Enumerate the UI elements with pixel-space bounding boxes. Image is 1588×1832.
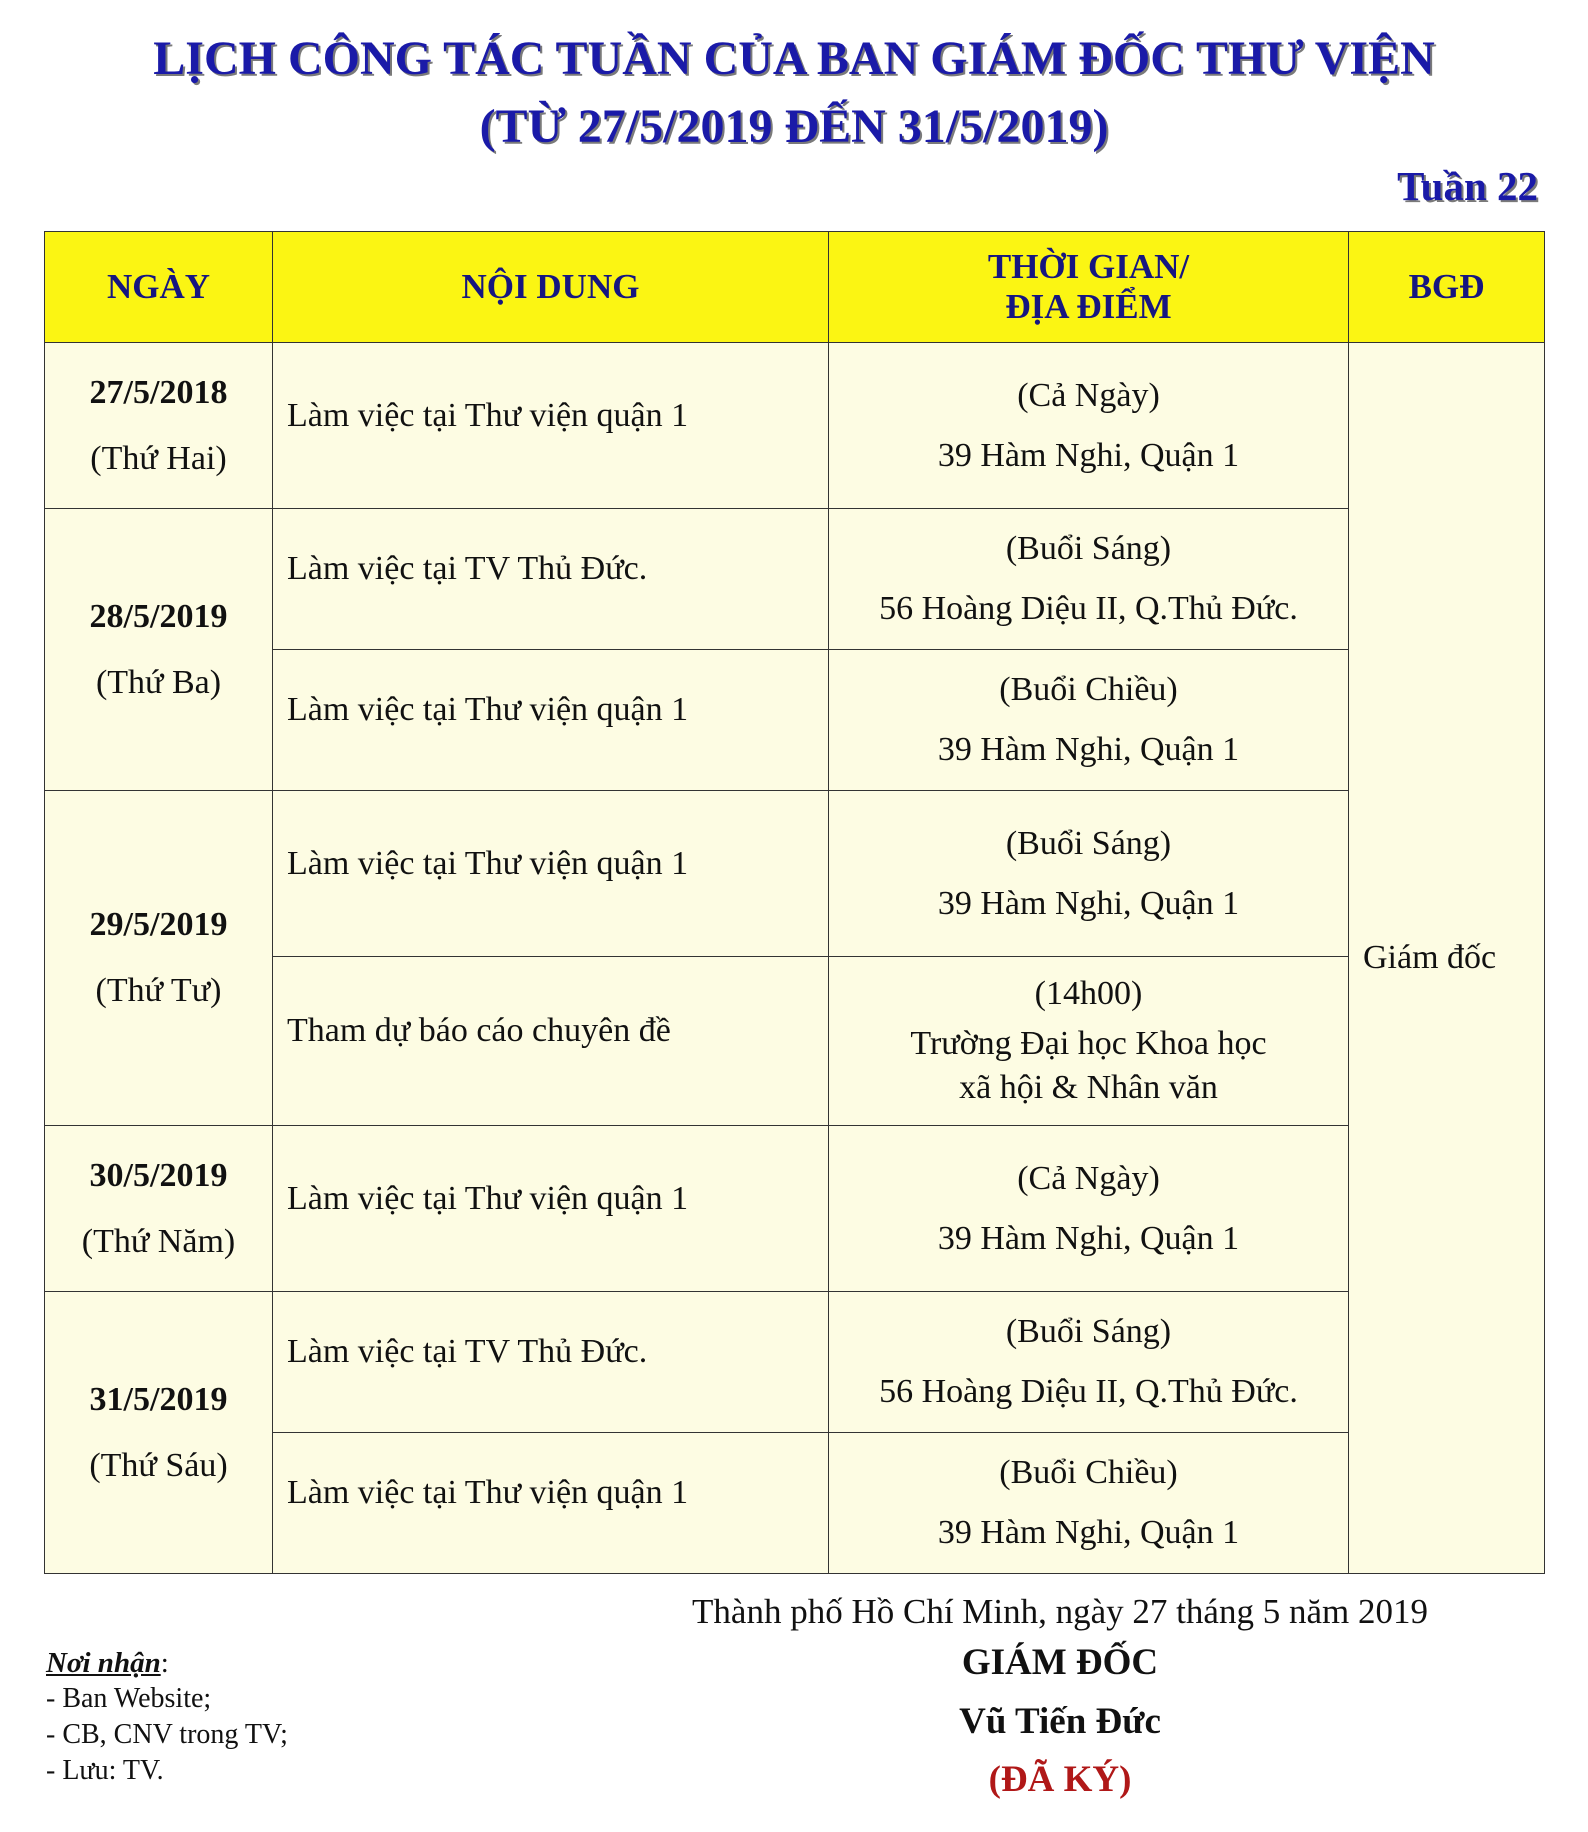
signature-place-date: Thành phố Hồ Chí Minh, ngày 27 tháng 5 năm 2019 [692, 1592, 1428, 1631]
content-cell [273, 650, 829, 791]
time-text: (Buổi Sáng) [1005, 530, 1172, 567]
date-value: 28/5/2019 [89, 597, 228, 635]
recipients-block [46, 1645, 288, 1789]
weekday-value: (Thứ Sáu) [89, 1446, 228, 1484]
time-text: (Buổi Sáng) [1005, 824, 1172, 862]
content-text: Làm việc tại TV Thủ Đức. [287, 550, 648, 587]
recipient-item: - Ban Website; [46, 1683, 212, 1714]
document-title: LỊCH CÔNG TÁC TUẦN CỦA BAN GIÁM ĐỐC THƯ VIỆN [153, 32, 1435, 85]
time-text: (Buổi Chiều) [999, 1454, 1178, 1491]
time-text: (Cả Ngày) [1017, 1159, 1160, 1197]
recipient-item: - Lưu: TV. [46, 1755, 164, 1786]
time-text: (Buổi Sáng) [1005, 1313, 1172, 1350]
recipients-title-text: Nơi nhận [46, 1647, 161, 1679]
time-text: (Cả Ngày) [1017, 376, 1160, 414]
signed-stamp-text: (ĐÃ KÝ) [988, 1759, 1132, 1800]
content-text: Làm việc tại Thư viện quận 1 [287, 1179, 689, 1217]
place-text: 39 Hàm Nghi, Quận 1 [937, 1514, 1240, 1551]
header-time-place [829, 232, 1349, 343]
document-subtitle-date-range: (TỪ 27/5/2019 ĐẾN 31/5/2019) [479, 100, 1109, 153]
table-row [45, 791, 1545, 957]
content-text: Làm việc tại TV Thủ Đức. [287, 1333, 648, 1370]
content-text: Làm việc tại Thư viện quận 1 [287, 691, 689, 728]
content-text: Làm việc tại Thư viện quận 1 [287, 1474, 689, 1511]
date-cell [45, 343, 273, 509]
content-text: Làm việc tại Thư viện quận 1 [287, 844, 689, 882]
header-bgd: BGĐ [1349, 232, 1545, 343]
time-text: (Buổi Chiều) [999, 671, 1178, 708]
time-place-cell [829, 1433, 1349, 1574]
header-date: NGÀY [45, 232, 273, 343]
table-row [45, 509, 1545, 650]
date-value: 29/5/2019 [89, 906, 228, 943]
week-label: Tuần 22 [1397, 163, 1538, 209]
table-row [45, 1292, 1545, 1433]
weekday-value: (Thứ Ba) [95, 663, 222, 701]
place-text: 39 Hàm Nghi, Quận 1 [937, 436, 1240, 474]
date-value: 27/5/2018 [89, 373, 228, 411]
table-header-row [45, 232, 1545, 343]
weekday-value: (Thứ Tư) [95, 972, 222, 1009]
date-cell [45, 1126, 273, 1292]
place-text: 39 Hàm Nghi, Quận 1 [937, 884, 1240, 922]
weekday-value: (Thứ Hai) [90, 439, 227, 477]
place-text-line1: Trường Đại học Khoa học [910, 1025, 1267, 1062]
date-cell [45, 509, 273, 791]
header-time: THỜI GIAN/ [987, 247, 1190, 286]
date-cell [45, 1292, 273, 1574]
time-place-cell [829, 509, 1349, 650]
content-cell [273, 791, 829, 957]
recipients-title-colon: : [160, 1647, 169, 1679]
content-cell [273, 1126, 829, 1292]
content-cell [273, 343, 829, 509]
date-cell [45, 791, 273, 1126]
time-place-cell [829, 650, 1349, 791]
time-text: (14h00) [1034, 975, 1143, 1012]
place-text: 39 Hàm Nghi, Quận 1 [937, 731, 1240, 768]
date-value: 30/5/2019 [89, 1156, 228, 1194]
signature-role: GIÁM ĐỐC [961, 1642, 1159, 1683]
place-text: 39 Hàm Nghi, Quận 1 [937, 1219, 1240, 1257]
bgd-cell: Giám đốc [1349, 343, 1545, 1574]
date-value: 31/5/2019 [89, 1380, 228, 1418]
place-text-line2: xã hội & Nhân văn [959, 1069, 1218, 1106]
content-cell [273, 1433, 829, 1574]
time-place-cell [829, 343, 1349, 509]
time-place-cell [829, 957, 1349, 1126]
recipients-title [46, 1645, 288, 1681]
recipient-item: - CB, CNV trong TV; [46, 1719, 288, 1750]
signature-name: Vũ Tiến Đức [959, 1701, 1161, 1742]
time-place-cell [829, 791, 1349, 957]
weekday-value: (Thứ Năm) [81, 1222, 236, 1260]
place-text: 56 Hoàng Diệu II, Q.Thủ Đức. [879, 1373, 1298, 1410]
schedule-table [44, 231, 1545, 1574]
content-text: Làm việc tại Thư viện quận 1 [287, 396, 689, 434]
time-place-cell [829, 1292, 1349, 1433]
table-row [45, 1126, 1545, 1292]
header-content: NỘI DUNG [273, 232, 829, 343]
content-text: Tham dự báo cáo chuyên đề [287, 1012, 671, 1049]
content-cell [273, 957, 829, 1126]
content-cell [273, 1292, 829, 1433]
time-place-cell [829, 1126, 1349, 1292]
header-place: ĐỊA ĐIỂM [1005, 287, 1172, 326]
place-text: 56 Hoàng Diệu II, Q.Thủ Đức. [879, 590, 1298, 627]
table-row [45, 343, 1545, 509]
content-cell [273, 509, 829, 650]
